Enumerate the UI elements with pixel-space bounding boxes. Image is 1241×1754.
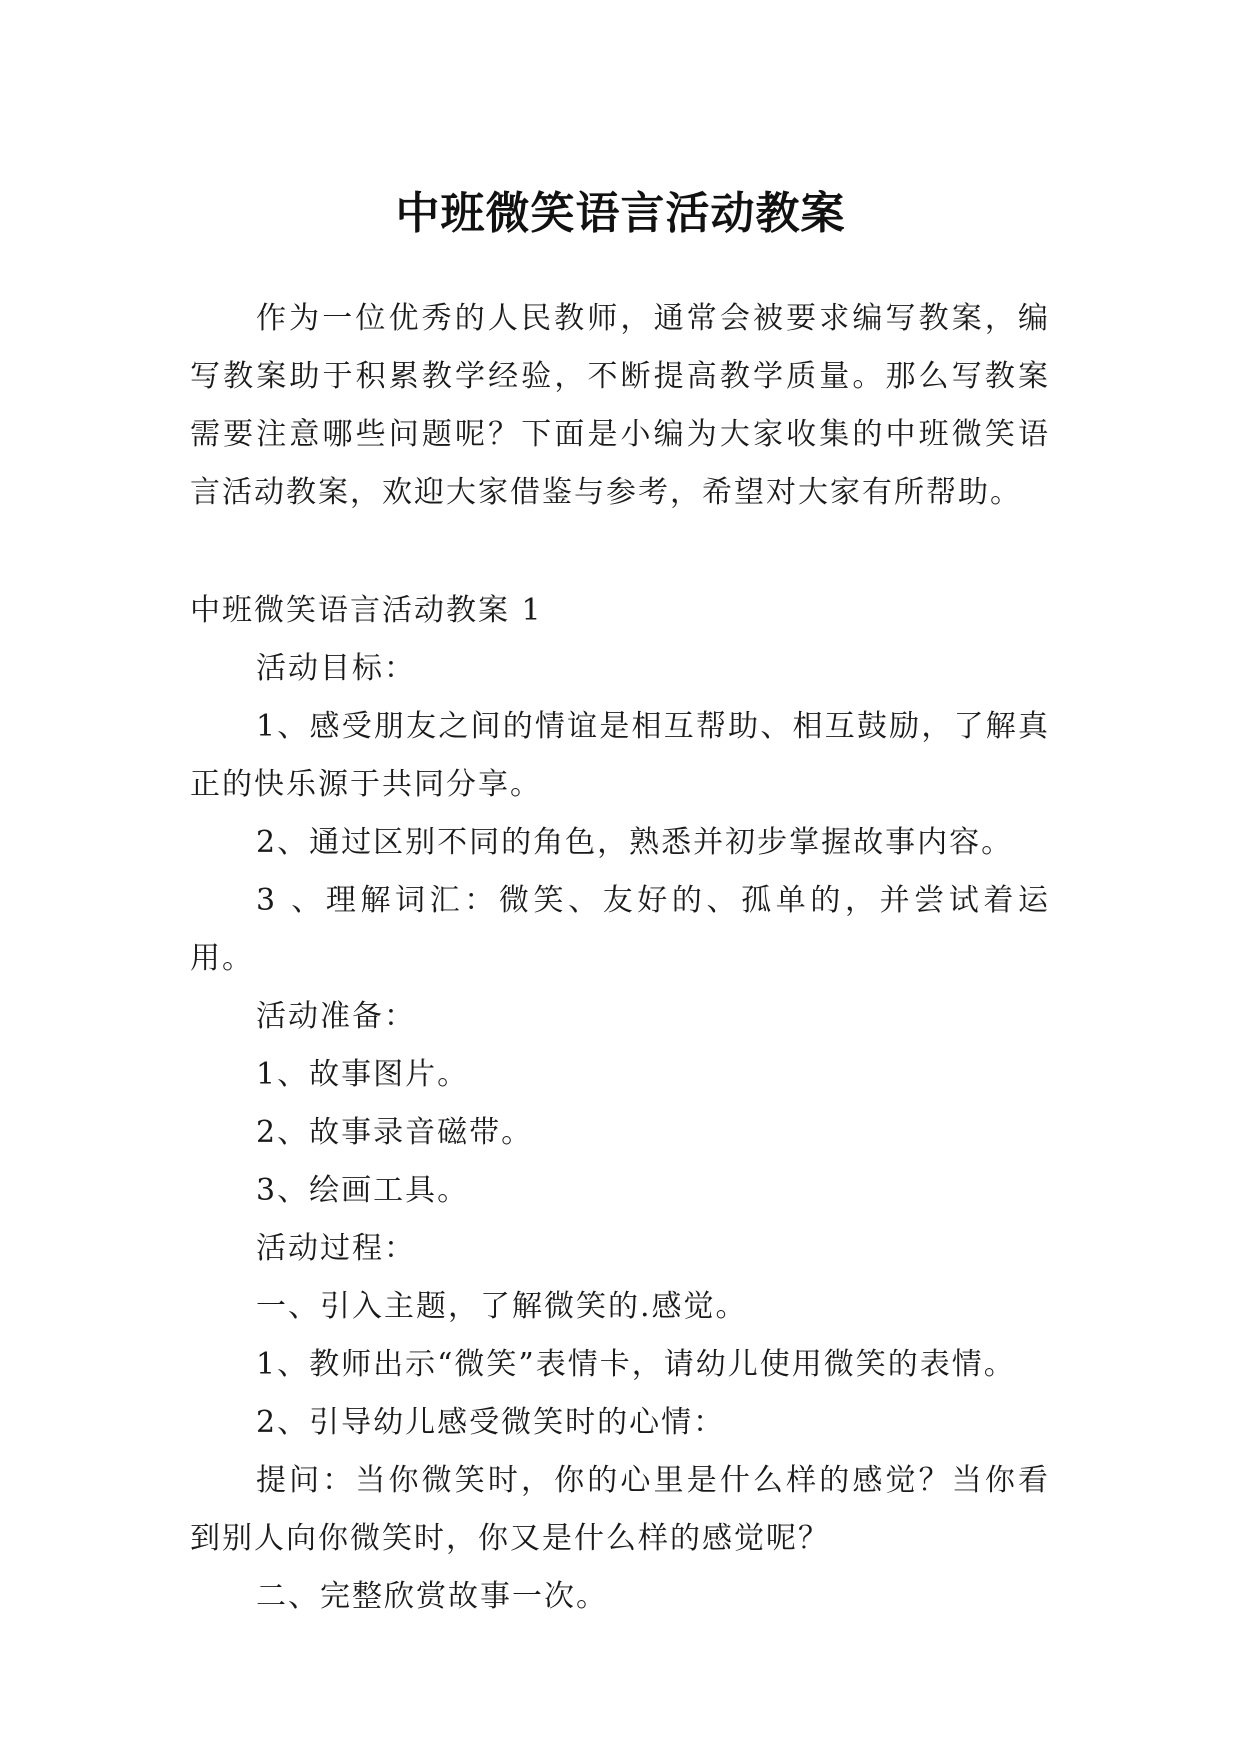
process-question: 提问：当你微笑时，你的心里是什么样的感觉？当你看到别人向你微笑时，你又是什么样的感觉呢？ [190, 1463, 1050, 1556]
page-title: 中班微笑语言活动教案 [395, 188, 846, 240]
intro-paragraph: 作为一位优秀的人民教师，通常会被要求编写教案，编写教案助于积累教学经验，不断提高教学质量。那么写教案需要注意哪些问题呢？下面是小编为大家收集的中班微笑语言活动教案，欢迎大家借鉴与参考，希望对大家有所帮助。 [190, 301, 1050, 510]
goal-item-3: 3 、理解词汇：微笑、友好的、孤单的，并尝试着运用。 [190, 883, 1050, 976]
preparation-item-3: 3、绘画工具。 [256, 1173, 470, 1208]
process-step-1: 一、引入主题，了解微笑的.感觉。 [256, 1289, 748, 1324]
preparation-item-1: 1、故事图片。 [256, 1057, 470, 1092]
section-title: 中班微笑语言活动教案 1 [190, 593, 543, 628]
process-substep-1: 1、教师出示“微笑”表情卡，请幼儿使用微笑的表情。 [256, 1347, 1016, 1382]
preparation-item-2: 2、故事录音磁带。 [256, 1115, 534, 1150]
goal-item-2: 2、通过区别不同的角色，熟悉并初步掌握故事内容。 [256, 825, 1014, 860]
heading-activity-preparation: 活动准备： [256, 999, 416, 1034]
heading-activity-process: 活动过程： [256, 1231, 416, 1266]
heading-activity-goals: 活动目标： [256, 651, 416, 686]
lesson-plan-body [190, 582, 1050, 1626]
process-step-2: 二、完整欣赏故事一次。 [256, 1579, 608, 1614]
goal-item-1: 1、感受朋友之间的情谊是相互帮助、相互鼓励，了解真正的快乐源于共同分享。 [190, 709, 1050, 802]
process-substep-2: 2、引导幼儿感受微笑时的心情： [256, 1405, 726, 1440]
